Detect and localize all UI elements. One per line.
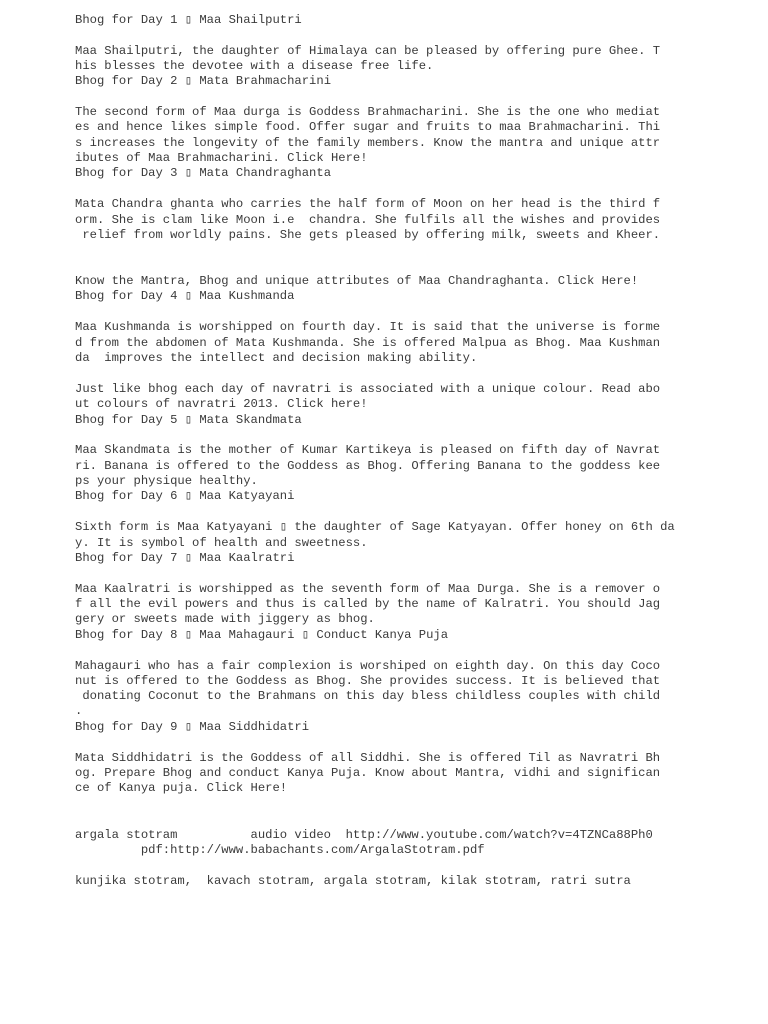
day8-text-line-2: nut is offered to the Goddess as Bhog. She provides success. It is believed that (75, 674, 661, 688)
day8-text-line-3: donating Coconut to the Brahmans on this day bless childless couples with child (75, 689, 661, 703)
day7-heading: Bhog for Day 7 ▯ Maa Kaalratri (75, 551, 295, 565)
day7-text-line-3: gery or sweets made with jiggery as bhog. (75, 612, 375, 626)
day8-heading: Bhog for Day 8 ▯ Maa Mahagauri ▯ Conduct Kanya Puja (75, 628, 449, 642)
day9-text-line-2: og. Prepare Bhog and conduct Kanya Puja. Know about Mantra, vidhi and significan (75, 766, 661, 780)
day5-heading: Bhog for Day 5 ▯ Mata Skandmata (75, 413, 302, 427)
day3-text-line-2: orm. She is clam like Moon i.e chandra. She fulfils all the wishes and provides (75, 213, 661, 227)
day7-text-line-2: f all the evil powers and thus is called by the name of Kalratri. You should Jag (75, 597, 661, 611)
day1-text-line-2: his blesses the devotee with a disease free life. (75, 59, 434, 73)
day5-text-line-3: ps your physique healthy. (75, 474, 258, 488)
day9-text-line-1: Mata Siddhidatri is the Goddess of all Siddhi. She is offered Til as Navratri Bh (75, 751, 661, 765)
day1-text-line-1: Maa Shailputri, the daughter of Himalaya can be pleased by offering pure Ghee. T (75, 44, 661, 58)
day4-heading: Bhog for Day 4 ▯ Maa Kushmanda (75, 289, 295, 303)
day7-text-line-1: Maa Kaalratri is worshipped as the seventh form of Maa Durga. She is a remover o (75, 582, 661, 596)
day4-text-line-2: d from the abdomen of Mata Kushmanda. She is offered Malpua as Bhog. Maa Kushman (75, 336, 661, 350)
day3-text-line-1: Mata Chandra ghanta who carries the half form of Moon on her head is the third f (75, 197, 661, 211)
day2-text-line-1: The second form of Maa durga is Goddess Brahmacharini. She is the one who mediat (75, 105, 661, 119)
day9-text-line-3: ce of Kanya puja. Click Here! (75, 781, 288, 795)
argala-pdf-line: pdf:http://www.babachants.com/ArgalaStotram.pdf (75, 843, 485, 857)
day4-text-line-3: da improves the intellect and decision making ability. (75, 351, 478, 365)
day9-heading: Bhog for Day 9 ▯ Maa Siddhidatri (75, 720, 310, 734)
day5-text-line-1: Maa Skandmata is the mother of Kumar Kartikeya is pleased on fifth day of Navrat (75, 443, 661, 457)
colours-text-line-1: Just like bhog each day of navratri is associated with a unique colour. Read abo (75, 382, 661, 396)
day2-text-line-4: ibutes of Maa Brahmacharini. Click Here! (75, 151, 368, 165)
colours-text-line-2: ut colours of navratri 2013. Click here! (75, 397, 368, 411)
day1-heading: Bhog for Day 1 ▯ Maa Shailputri (75, 13, 302, 27)
day3-heading: Bhog for Day 3 ▯ Mata Chandraghanta (75, 166, 332, 180)
day2-text-line-3: s increases the longevity of the family members. Know the mantra and unique attr (75, 136, 661, 150)
day3-text-line-3: relief from worldly pains. She gets pleased by offering milk, sweets and Kheer. (75, 228, 661, 242)
day2-heading: Bhog for Day 2 ▯ Mata Brahmacharini (75, 74, 332, 88)
day6-text-line-2: y. It is symbol of health and sweetness. (75, 536, 368, 550)
day8-text-line-1: Mahagauri who has a fair complexion is worshiped on eighth day. On this day Coco (75, 659, 661, 673)
day3-link-text: Know the Mantra, Bhog and unique attributes of Maa Chandraghanta. Click Here! (75, 274, 639, 288)
day6-heading: Bhog for Day 6 ▯ Maa Katyayani (75, 489, 295, 503)
day2-text-line-2: es and hence likes simple food. Offer sugar and fruits to maa Brahmacharini. Thi (75, 120, 661, 134)
day4-text-line-1: Maa Kushmanda is worshipped on fourth day. It is said that the universe is forme (75, 320, 661, 334)
argala-stotram-line: argala stotram audio video http://www.youtube.com/watch?v=4TZNCa88Ph0 (75, 828, 653, 842)
day8-text-line-4: . (75, 704, 83, 718)
stotram-list-line: kunjika stotram, kavach stotram, argala stotram, kilak stotram, ratri sutra (75, 874, 631, 888)
day5-text-line-2: ri. Banana is offered to the Goddess as Bhog. Offering Banana to the goddess kee (75, 459, 661, 473)
day6-text-line-1: Sixth form is Maa Katyayani ▯ the daughter of Sage Katyayan. Offer honey on 6th da (75, 520, 675, 534)
